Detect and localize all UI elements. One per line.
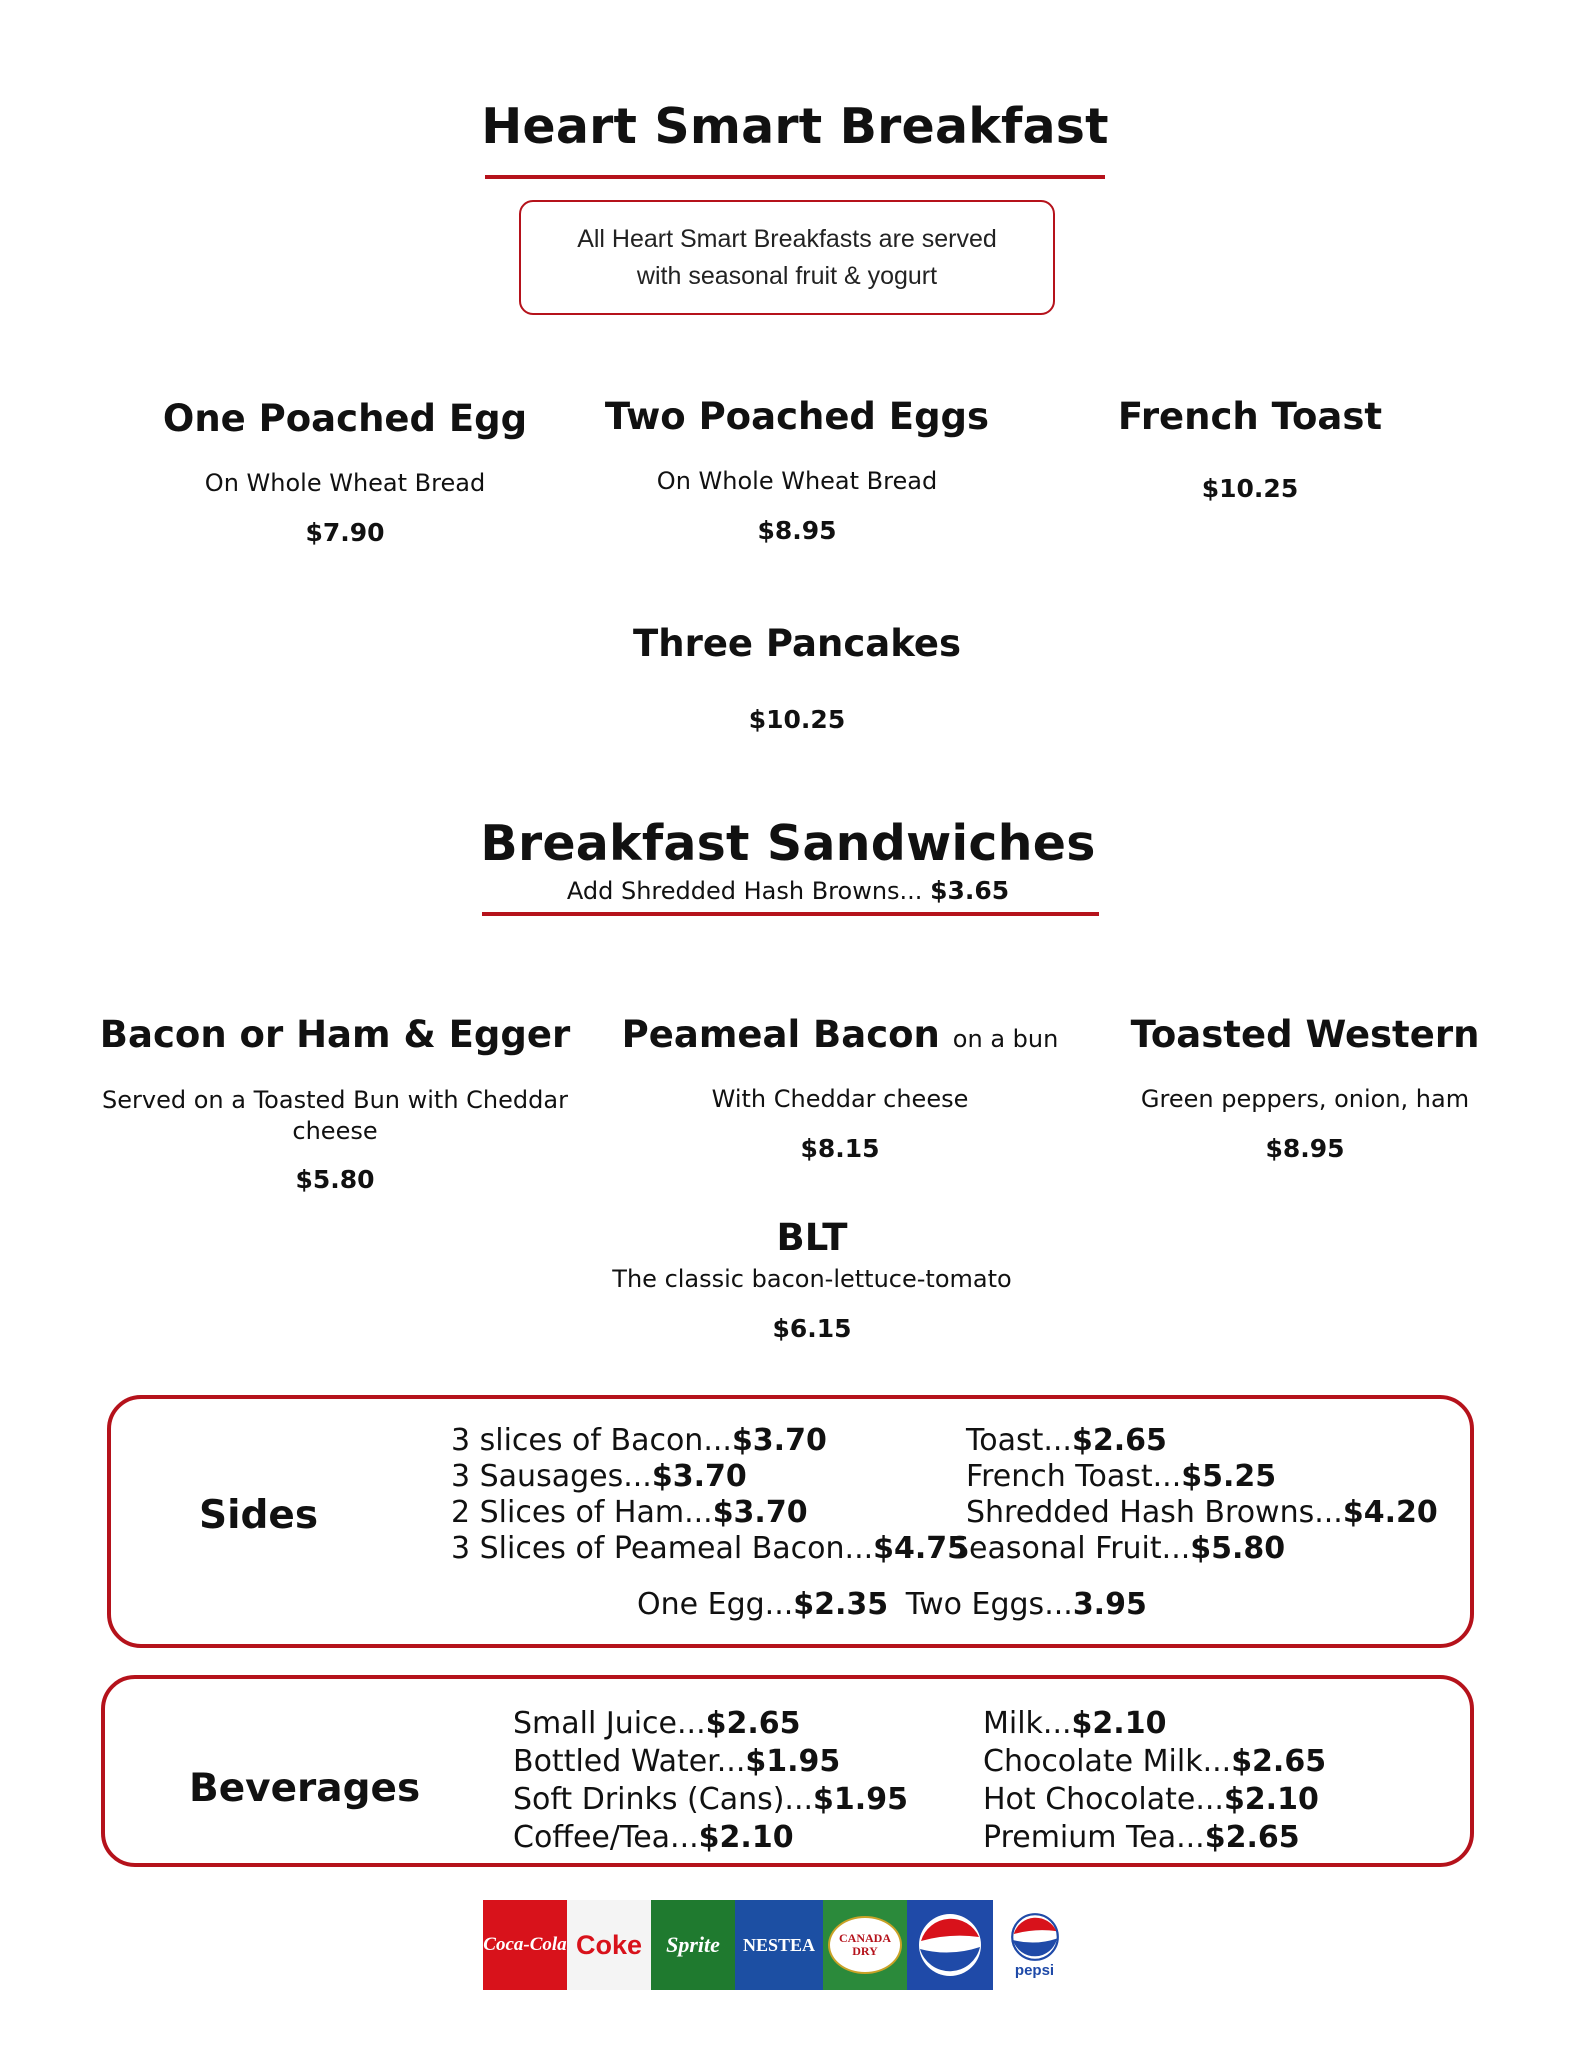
beverage-name: Premium Tea... (983, 1820, 1205, 1855)
canada-dry-badge: CANADA DRY (828, 1916, 902, 1974)
pepsi-globe-small-icon (1010, 1912, 1060, 1962)
side-name: 3 Sausages... (451, 1459, 652, 1494)
beverage-price: $2.10 (1223, 1782, 1319, 1817)
list-item (983, 1819, 1326, 1857)
menu-item-peameal-bacon (610, 1013, 1070, 1163)
list-item (966, 1495, 1438, 1531)
sides-box (107, 1395, 1474, 1648)
coke-logo: Coke (567, 1900, 651, 1990)
item-description: On Whole Wheat Bread (204, 469, 486, 497)
beverage-name: Milk... (983, 1706, 1072, 1741)
coca-cola-logo: Coca-Cola (483, 1900, 567, 1990)
two-eggs-name: Two Eggs... (905, 1587, 1073, 1622)
description-line-2: cheese (292, 1117, 378, 1145)
menu-item-two-poached-eggs (582, 395, 1012, 545)
sides-eggs-line (637, 1587, 1147, 1623)
side-price: $4.75 (873, 1531, 969, 1566)
heart-smart-title: Heart Smart Breakfast (481, 98, 1109, 155)
list-item (983, 1743, 1326, 1781)
heart-smart-notice (519, 200, 1055, 315)
list-item (451, 1495, 968, 1531)
side-name: 3 slices of Bacon... (451, 1423, 732, 1458)
side-price: $3.70 (651, 1459, 747, 1494)
beverage-name: Small Juice... (513, 1706, 706, 1741)
list-item (983, 1781, 1326, 1819)
hash-browns-addon-price: $3.65 (930, 876, 1010, 905)
beverages-box (101, 1675, 1474, 1867)
menu-item-one-poached-egg (135, 397, 555, 547)
item-price: $5.80 (295, 1165, 375, 1194)
item-name: Peameal Bacon (621, 1013, 940, 1056)
brand-logo-strip (483, 1900, 1076, 1990)
beverage-price: $2.10 (1071, 1706, 1167, 1741)
item-description: Green peppers, onion, ham (1140, 1085, 1470, 1113)
side-price: $3.70 (731, 1423, 827, 1458)
beverages-right-column (983, 1705, 1326, 1857)
two-eggs-price: 3.95 (1072, 1587, 1147, 1622)
item-title: BLT (776, 1216, 848, 1259)
list-item (513, 1705, 908, 1743)
side-name: Seasonal Fruit... (950, 1531, 1191, 1566)
diet-pepsi-logo (993, 1900, 1076, 1990)
item-title: Three Pancakes (633, 622, 961, 665)
beverage-name: Coffee/Tea... (513, 1820, 699, 1855)
side-name: Shredded Hash Browns... (966, 1495, 1343, 1530)
notice-line-1: All Heart Smart Breakfasts are served (577, 224, 997, 253)
description-line-1: Served on a Toasted Bun with Cheddar (102, 1086, 568, 1114)
beverage-name: Chocolate Milk... (983, 1744, 1232, 1779)
beverages-label: Beverages (189, 1766, 421, 1811)
list-item (451, 1459, 968, 1495)
side-price: $3.70 (712, 1495, 808, 1530)
item-title: French Toast (1117, 395, 1383, 438)
side-name: French Toast... (966, 1459, 1182, 1494)
item-price: $7.90 (305, 518, 385, 547)
beverage-price: $2.65 (1204, 1820, 1300, 1855)
pepsi-wordmark: pepsi (1014, 1961, 1055, 1979)
beverage-price: $1.95 (745, 1744, 841, 1779)
list-item (950, 1531, 1438, 1567)
list-item (966, 1459, 1438, 1495)
side-price: $4.20 (1342, 1495, 1438, 1530)
list-item (513, 1743, 908, 1781)
one-egg-price: $2.35 (793, 1587, 889, 1622)
menu-item-blt (562, 1216, 1062, 1343)
item-title: Two Poached Eggs (604, 395, 990, 438)
menu-item-toasted-western (1100, 1013, 1510, 1163)
menu-item-bacon-ham-egger (95, 1013, 575, 1194)
list-item (983, 1705, 1326, 1743)
list-item (451, 1531, 968, 1567)
side-price: $5.80 (1190, 1531, 1286, 1566)
hash-browns-addon-text: Add Shredded Hash Browns... (566, 877, 923, 905)
item-price: $8.15 (800, 1134, 880, 1163)
item-name-suffix: on a bun (952, 1025, 1059, 1053)
beverages-left-column (513, 1705, 908, 1857)
beverage-name: Hot Chocolate... (983, 1782, 1224, 1817)
item-price: $10.25 (748, 705, 846, 734)
beverage-name: Soft Drinks (Cans)... (513, 1782, 814, 1817)
sandwiches-title: Breakfast Sandwiches (480, 815, 1096, 872)
side-price: $5.25 (1181, 1459, 1277, 1494)
item-title: Toasted Western (1130, 1013, 1480, 1056)
pepsi-globe-icon (916, 1911, 984, 1979)
item-price: $10.25 (1201, 474, 1299, 503)
canada-dry-logo (823, 1900, 907, 1990)
beverage-price: $2.65 (1231, 1744, 1327, 1779)
item-description: With Cheddar cheese (711, 1085, 969, 1113)
item-description (95, 1085, 575, 1147)
side-name: Toast... (966, 1423, 1072, 1458)
item-price: $8.95 (1265, 1134, 1345, 1163)
beverage-price: $2.10 (698, 1820, 794, 1855)
item-description: The classic bacon-lettuce-tomato (612, 1265, 1012, 1293)
nestea-logo: NESTEA (735, 1900, 823, 1990)
pepsi-globe-logo (907, 1900, 993, 1990)
list-item (966, 1423, 1438, 1459)
list-item (513, 1819, 908, 1857)
list-item (451, 1423, 968, 1459)
notice-line-2: with seasonal fruit & yogurt (636, 261, 938, 290)
list-item (513, 1781, 908, 1819)
item-title: One Poached Egg (162, 397, 528, 440)
sandwiches-subtitle (488, 876, 1088, 905)
beverage-price: $1.95 (813, 1782, 908, 1817)
heart-smart-divider (485, 175, 1105, 179)
side-name: 2 Slices of Ham... (451, 1495, 713, 1530)
beverage-name: Bottled Water... (513, 1744, 746, 1779)
side-name: 3 Slices of Peameal Bacon... (451, 1531, 874, 1566)
one-egg-name: One Egg... (637, 1587, 794, 1622)
side-price: $2.65 (1071, 1423, 1167, 1458)
sandwiches-divider (482, 912, 1099, 916)
item-description: On Whole Wheat Bread (656, 467, 938, 495)
beverage-price: $2.65 (705, 1706, 801, 1741)
menu-item-french-toast (1080, 395, 1420, 503)
item-price: $8.95 (757, 516, 837, 545)
sprite-logo: Sprite (651, 1900, 735, 1990)
item-title: Bacon or Ham & Egger (99, 1013, 571, 1056)
sides-left-column (451, 1423, 968, 1567)
sides-label: Sides (199, 1493, 319, 1538)
item-price: $6.15 (772, 1314, 852, 1343)
menu-item-three-pancakes (597, 622, 997, 734)
sides-right-column (950, 1423, 1438, 1567)
item-title (610, 1013, 1070, 1056)
